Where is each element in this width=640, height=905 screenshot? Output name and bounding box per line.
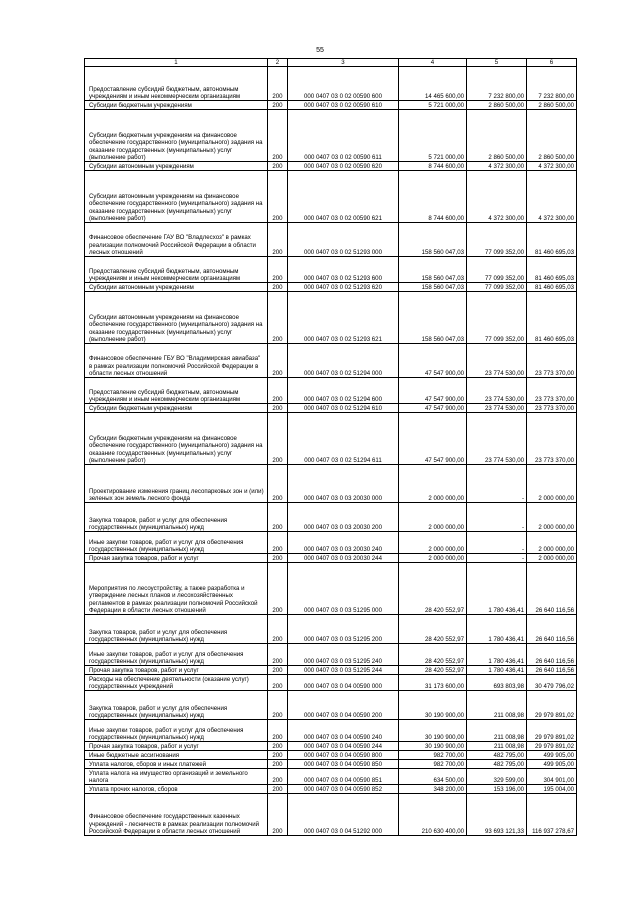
row-code-cell: 200 xyxy=(268,785,288,794)
header-col-6: 6 xyxy=(527,59,577,67)
row-remaining-cell: 4 372 300,00 xyxy=(527,162,577,171)
row-classifier-cell: 000 0407 03 0 04 51292 000 xyxy=(288,794,399,836)
row-approved-cell: 8 744 600,00 xyxy=(399,162,467,171)
table-row xyxy=(85,769,577,785)
table-row xyxy=(85,563,577,615)
row-remaining-cell: 499 905,00 xyxy=(527,751,577,760)
row-code-cell: 200 xyxy=(268,413,288,465)
header-col-2: 2 xyxy=(268,59,288,67)
row-approved-cell: 982 700,00 xyxy=(399,751,467,760)
table-row xyxy=(85,404,577,413)
row-executed-cell: 7 232 800,00 xyxy=(467,67,527,101)
row-executed-cell: 482 795,00 xyxy=(467,751,527,760)
table-row xyxy=(85,760,577,769)
row-name-cell: Расходы на обеспечение деятельности (оказание услуг) государственных учреждений xyxy=(85,675,268,691)
row-code-cell: 200 xyxy=(268,171,288,223)
row-remaining-cell: 2 000 000,00 xyxy=(527,465,577,503)
row-executed-cell: 77 099 352,00 xyxy=(467,283,527,292)
row-approved-cell: 158 560 047,03 xyxy=(399,283,467,292)
row-code-cell: 200 xyxy=(268,794,288,836)
row-classifier-cell: 000 0407 03 0 02 51293 600 xyxy=(288,257,399,283)
row-classifier-cell: 000 0407 03 0 03 51295 200 xyxy=(288,615,399,644)
row-remaining-cell: 30 479 796,02 xyxy=(527,675,577,691)
row-executed-cell: 77 099 352,00 xyxy=(467,292,527,344)
row-name-cell: Иные закупки товаров, работ и услуг для обеспечения государственных (муниципальных) нужд xyxy=(85,532,268,554)
row-code-cell: 200 xyxy=(268,344,288,378)
row-approved-cell: 158 560 047,03 xyxy=(399,257,467,283)
header-col-5: 5 xyxy=(467,59,527,67)
row-remaining-cell: 29 979 891,02 xyxy=(527,742,577,751)
row-code-cell: 200 xyxy=(268,563,288,615)
row-name-cell: Предоставление субсидий бюджетным, автономным учреждениям и иным некоммерческим организациям xyxy=(85,257,268,283)
row-name-cell: Иные закупки товаров, работ и услуг для обеспечения государственных (муниципальных) нужд xyxy=(85,720,268,742)
table-row xyxy=(85,644,577,666)
table-row xyxy=(85,67,577,101)
row-name-cell: Иные бюджетные ассигнования xyxy=(85,751,268,760)
row-code-cell: 200 xyxy=(268,162,288,171)
row-executed-cell: 93 693 121,33 xyxy=(467,794,527,836)
row-code-cell: 200 xyxy=(268,101,288,110)
row-executed-cell: 2 860 500,00 xyxy=(467,110,527,162)
row-approved-cell: 28 420 552,97 xyxy=(399,563,467,615)
row-executed-cell: 23 774 530,00 xyxy=(467,344,527,378)
row-classifier-cell: 000 0407 03 0 04 00590 000 xyxy=(288,675,399,691)
row-approved-cell: 47 547 900,00 xyxy=(399,378,467,404)
row-remaining-cell: 23 773 370,00 xyxy=(527,378,577,404)
row-name-cell: Мероприятия по лесоустройству, а также разработка и утверждение лесных планов и лесохозяйственных регламентов в рамках реализации полномочий Российской Федерации в области лесных отношений xyxy=(85,563,268,615)
row-name-cell: Финансовое обеспечение ГБУ ВО "Владимирская авиабаза" в рамках реализации полномочий Российской Федерации в области лесных отношений xyxy=(85,344,268,378)
row-approved-cell: 5 721 000,00 xyxy=(399,101,467,110)
row-executed-cell: 23 774 530,00 xyxy=(467,404,527,413)
row-remaining-cell: 2 860 500,00 xyxy=(527,110,577,162)
row-name-cell: Проектирование изменения границ лесопарковых зон и (или) зеленых зон земель лесного фонда xyxy=(85,465,268,503)
budget-table xyxy=(84,58,577,836)
row-code-cell: 200 xyxy=(268,378,288,404)
row-classifier-cell: 000 0407 03 0 04 00590 852 xyxy=(288,785,399,794)
row-executed-cell: 1 780 436,41 xyxy=(467,644,527,666)
row-approved-cell: 634 500,00 xyxy=(399,769,467,785)
row-remaining-cell: 26 640 116,56 xyxy=(527,644,577,666)
row-code-cell: 200 xyxy=(268,283,288,292)
row-code-cell: 200 xyxy=(268,760,288,769)
row-remaining-cell: 26 640 116,56 xyxy=(527,563,577,615)
row-name-cell: Иные закупки товаров, работ и услуг для обеспечения государственных (муниципальных) нужд xyxy=(85,644,268,666)
row-classifier-cell: 000 0407 03 0 04 00590 851 xyxy=(288,769,399,785)
row-classifier-cell: 000 0407 03 0 04 00590 850 xyxy=(288,760,399,769)
header-col-4: 4 xyxy=(399,59,467,67)
row-classifier-cell: 000 0407 03 0 03 51295 244 xyxy=(288,666,399,675)
table-row xyxy=(85,110,577,162)
row-classifier-cell: 000 0407 03 0 02 00590 610 xyxy=(288,101,399,110)
row-name-cell: Субсидии бюджетным учреждениям xyxy=(85,101,268,110)
table-row xyxy=(85,554,577,563)
row-remaining-cell: 7 232 800,00 xyxy=(527,67,577,101)
row-approved-cell: 30 190 900,00 xyxy=(399,742,467,751)
row-name-cell: Субсидии бюджетным учреждениям на финансовое обеспечение государственного (муниципального) задания на оказание государственных (муниципальных) услуг (выполнение работ) xyxy=(85,110,268,162)
row-name-cell: Предоставление субсидий бюджетным, автономным учреждениям и иным некоммерческим организациям xyxy=(85,378,268,404)
row-name-cell: Закупка товаров, работ и услуг для обеспечения государственных (муниципальных) нужд xyxy=(85,503,268,532)
table-row xyxy=(85,751,577,760)
table-header-row xyxy=(85,59,577,67)
row-approved-cell: 2 000 000,00 xyxy=(399,465,467,503)
row-name-cell: Закупка товаров, работ и услуг для обеспечения государственных (муниципальных) нужд xyxy=(85,615,268,644)
row-classifier-cell: 000 0407 03 0 02 00590 611 xyxy=(288,110,399,162)
row-approved-cell: 2 000 000,00 xyxy=(399,532,467,554)
row-name-cell: Субсидии бюджетным учреждениям xyxy=(85,404,268,413)
row-approved-cell: 31 173 600,00 xyxy=(399,675,467,691)
row-approved-cell: 30 190 900,00 xyxy=(399,691,467,720)
row-remaining-cell: 195 004,00 xyxy=(527,785,577,794)
row-code-cell: 200 xyxy=(268,110,288,162)
row-remaining-cell: 81 460 695,03 xyxy=(527,223,577,257)
row-executed-cell: 23 774 530,00 xyxy=(467,378,527,404)
row-name-cell: Субсидии бюджетным учреждениям на финансовое обеспечение государственного (муниципального) задания на оказание государственных (муниципальных) услуг (выполнение работ) xyxy=(85,413,268,465)
row-executed-cell: - xyxy=(467,554,527,563)
row-executed-cell: 482 795,00 xyxy=(467,760,527,769)
table-row xyxy=(85,162,577,171)
row-name-cell: Предоставление субсидий бюджетным, автономным учреждениям и иным некоммерческим организациям xyxy=(85,67,268,101)
row-name-cell: Субсидии автономным учреждениям на финансовое обеспечение государственного (муниципального) задания на оказание государственных (муниципальных) услуг (выполнение работ) xyxy=(85,292,268,344)
row-remaining-cell: 2 000 000,00 xyxy=(527,503,577,532)
row-classifier-cell: 000 0407 03 0 04 00590 240 xyxy=(288,720,399,742)
row-executed-cell: 211 008,98 xyxy=(467,720,527,742)
table-row xyxy=(85,257,577,283)
row-approved-cell: 5 721 000,00 xyxy=(399,110,467,162)
row-name-cell: Уплата прочих налогов, сборов xyxy=(85,785,268,794)
table-row xyxy=(85,101,577,110)
table-body xyxy=(85,67,577,836)
row-executed-cell: - xyxy=(467,503,527,532)
row-remaining-cell: 4 372 300,00 xyxy=(527,171,577,223)
table-row xyxy=(85,666,577,675)
row-classifier-cell: 000 0407 03 0 02 51294 611 xyxy=(288,413,399,465)
table-row xyxy=(85,171,577,223)
table-row xyxy=(85,378,577,404)
row-executed-cell: 693 803,98 xyxy=(467,675,527,691)
row-remaining-cell: 29 979 891,02 xyxy=(527,691,577,720)
row-code-cell: 200 xyxy=(268,223,288,257)
row-code-cell: 200 xyxy=(268,769,288,785)
row-approved-cell: 158 560 047,03 xyxy=(399,292,467,344)
row-remaining-cell: 116 937 278,67 xyxy=(527,794,577,836)
row-approved-cell: 28 420 552,97 xyxy=(399,615,467,644)
row-code-cell: 200 xyxy=(268,666,288,675)
row-executed-cell: 153 196,00 xyxy=(467,785,527,794)
row-remaining-cell: 81 460 695,03 xyxy=(527,292,577,344)
row-executed-cell: 4 372 300,00 xyxy=(467,162,527,171)
table-row xyxy=(85,465,577,503)
row-executed-cell: 329 599,00 xyxy=(467,769,527,785)
row-code-cell: 200 xyxy=(268,644,288,666)
row-classifier-cell: 000 0407 03 0 03 20030 244 xyxy=(288,554,399,563)
row-remaining-cell: 23 773 370,00 xyxy=(527,344,577,378)
table-row xyxy=(85,532,577,554)
row-executed-cell: 77 099 352,00 xyxy=(467,257,527,283)
table-row xyxy=(85,223,577,257)
row-code-cell: 200 xyxy=(268,257,288,283)
row-approved-cell: 47 547 900,00 xyxy=(399,344,467,378)
row-classifier-cell: 000 0407 03 0 02 51293 621 xyxy=(288,292,399,344)
row-classifier-cell: 000 0407 03 0 02 51293 000 xyxy=(288,223,399,257)
row-approved-cell: 982 700,00 xyxy=(399,760,467,769)
row-classifier-cell: 000 0407 03 0 02 51294 600 xyxy=(288,378,399,404)
row-executed-cell: 77 099 352,00 xyxy=(467,223,527,257)
table-row xyxy=(85,344,577,378)
row-code-cell: 200 xyxy=(268,532,288,554)
row-approved-cell: 210 630 400,00 xyxy=(399,794,467,836)
row-executed-cell: 23 774 530,00 xyxy=(467,413,527,465)
row-classifier-cell: 000 0407 03 0 03 20030 240 xyxy=(288,532,399,554)
row-remaining-cell: 2 000 000,00 xyxy=(527,532,577,554)
row-code-cell: 200 xyxy=(268,691,288,720)
table-row xyxy=(85,720,577,742)
row-approved-cell: 14 465 600,00 xyxy=(399,67,467,101)
row-name-cell: Уплата налогов, сборов и иных платежей xyxy=(85,760,268,769)
row-approved-cell: 30 190 900,00 xyxy=(399,720,467,742)
row-name-cell: Прочая закупка товаров, работ и услуг xyxy=(85,554,268,563)
row-code-cell: 200 xyxy=(268,720,288,742)
row-approved-cell: 28 420 552,97 xyxy=(399,666,467,675)
row-classifier-cell: 000 0407 03 0 04 00590 200 xyxy=(288,691,399,720)
table-row xyxy=(85,503,577,532)
table-row xyxy=(85,785,577,794)
row-classifier-cell: 000 0407 03 0 02 51294 610 xyxy=(288,404,399,413)
row-code-cell: 200 xyxy=(268,675,288,691)
table-row xyxy=(85,283,577,292)
row-remaining-cell: 304 901,00 xyxy=(527,769,577,785)
row-name-cell: Субсидии автономным учреждениям xyxy=(85,162,268,171)
row-approved-cell: 2 000 000,00 xyxy=(399,554,467,563)
row-approved-cell: 158 560 047,03 xyxy=(399,223,467,257)
table-row xyxy=(85,675,577,691)
row-classifier-cell: 000 0407 03 0 03 51295 000 xyxy=(288,563,399,615)
header-col-1: 1 xyxy=(85,59,268,67)
row-classifier-cell: 000 0407 03 0 02 00590 620 xyxy=(288,162,399,171)
row-classifier-cell: 000 0407 03 0 04 00590 800 xyxy=(288,751,399,760)
page-number: 55 xyxy=(316,47,324,54)
row-code-cell: 200 xyxy=(268,751,288,760)
row-approved-cell: 2 000 000,00 xyxy=(399,503,467,532)
row-approved-cell: 348 200,00 xyxy=(399,785,467,794)
row-executed-cell: 211 008,98 xyxy=(467,742,527,751)
row-approved-cell: 47 547 900,00 xyxy=(399,404,467,413)
row-executed-cell: 1 780 436,41 xyxy=(467,666,527,675)
row-remaining-cell: 29 979 891,02 xyxy=(527,720,577,742)
row-code-cell: 200 xyxy=(268,503,288,532)
row-executed-cell: 211 008,98 xyxy=(467,691,527,720)
row-name-cell: Закупка товаров, работ и услуг для обеспечения государственных (муниципальных) нужд xyxy=(85,691,268,720)
row-remaining-cell: 81 460 695,03 xyxy=(527,257,577,283)
row-name-cell: Прочая закупка товаров, работ и услуг xyxy=(85,742,268,751)
row-classifier-cell: 000 0407 03 0 02 51294 000 xyxy=(288,344,399,378)
row-name-cell: Прочая закупка товаров, работ и услуг xyxy=(85,666,268,675)
row-classifier-cell: 000 0407 03 0 02 00590 621 xyxy=(288,171,399,223)
row-approved-cell: 8 744 600,00 xyxy=(399,171,467,223)
row-code-cell: 200 xyxy=(268,465,288,503)
row-remaining-cell: 26 640 116,56 xyxy=(527,615,577,644)
row-code-cell: 200 xyxy=(268,554,288,563)
row-classifier-cell: 000 0407 03 0 03 20030 000 xyxy=(288,465,399,503)
row-code-cell: 200 xyxy=(268,67,288,101)
row-code-cell: 200 xyxy=(268,292,288,344)
row-remaining-cell: 499 905,00 xyxy=(527,760,577,769)
row-approved-cell: 28 420 552,97 xyxy=(399,644,467,666)
row-classifier-cell: 000 0407 03 0 03 51295 240 xyxy=(288,644,399,666)
row-name-cell: Финансовое обеспечение государственных казенных учреждений - лесничеств в рамках реализации полномочий Российской Федерации в области лесных отношений xyxy=(85,794,268,836)
row-remaining-cell: 23 773 370,00 xyxy=(527,404,577,413)
row-classifier-cell: 000 0407 03 0 04 00590 244 xyxy=(288,742,399,751)
row-executed-cell: 4 372 300,00 xyxy=(467,171,527,223)
row-code-cell: 200 xyxy=(268,615,288,644)
row-remaining-cell: 26 640 116,56 xyxy=(527,666,577,675)
row-name-cell: Субсидии автономным учреждениям на финансовое обеспечение государственного (муниципального) задания на оказание государственных (муниципальных) услуг (выполнение работ) xyxy=(85,171,268,223)
row-executed-cell: - xyxy=(467,532,527,554)
table-row xyxy=(85,742,577,751)
row-remaining-cell: 81 460 695,03 xyxy=(527,283,577,292)
row-name-cell: Уплата налога на имущество организаций и земельного налога xyxy=(85,769,268,785)
table-row xyxy=(85,691,577,720)
row-executed-cell: 1 780 436,41 xyxy=(467,615,527,644)
row-classifier-cell: 000 0407 03 0 02 51293 620 xyxy=(288,283,399,292)
table-row xyxy=(85,615,577,644)
row-remaining-cell: 23 773 370,00 xyxy=(527,413,577,465)
table-row xyxy=(85,794,577,836)
row-executed-cell: 1 780 436,41 xyxy=(467,563,527,615)
row-classifier-cell: 000 0407 03 0 02 00590 600 xyxy=(288,67,399,101)
row-remaining-cell: 2 860 500,00 xyxy=(527,101,577,110)
table-row xyxy=(85,413,577,465)
row-name-cell: Субсидии автономным учреждениям xyxy=(85,283,268,292)
row-approved-cell: 47 547 900,00 xyxy=(399,413,467,465)
row-code-cell: 200 xyxy=(268,404,288,413)
row-executed-cell: - xyxy=(467,465,527,503)
row-classifier-cell: 000 0407 03 0 03 20030 200 xyxy=(288,503,399,532)
row-name-cell: Финансовое обеспечение ГАУ ВО "Владлесхоз" в рамках реализации полномочий Российской Федерации в области лесных отношений xyxy=(85,223,268,257)
row-code-cell: 200 xyxy=(268,742,288,751)
row-remaining-cell: 2 000 000,00 xyxy=(527,554,577,563)
header-col-3: 3 xyxy=(288,59,399,67)
table-row xyxy=(85,292,577,344)
row-executed-cell: 2 860 500,00 xyxy=(467,101,527,110)
